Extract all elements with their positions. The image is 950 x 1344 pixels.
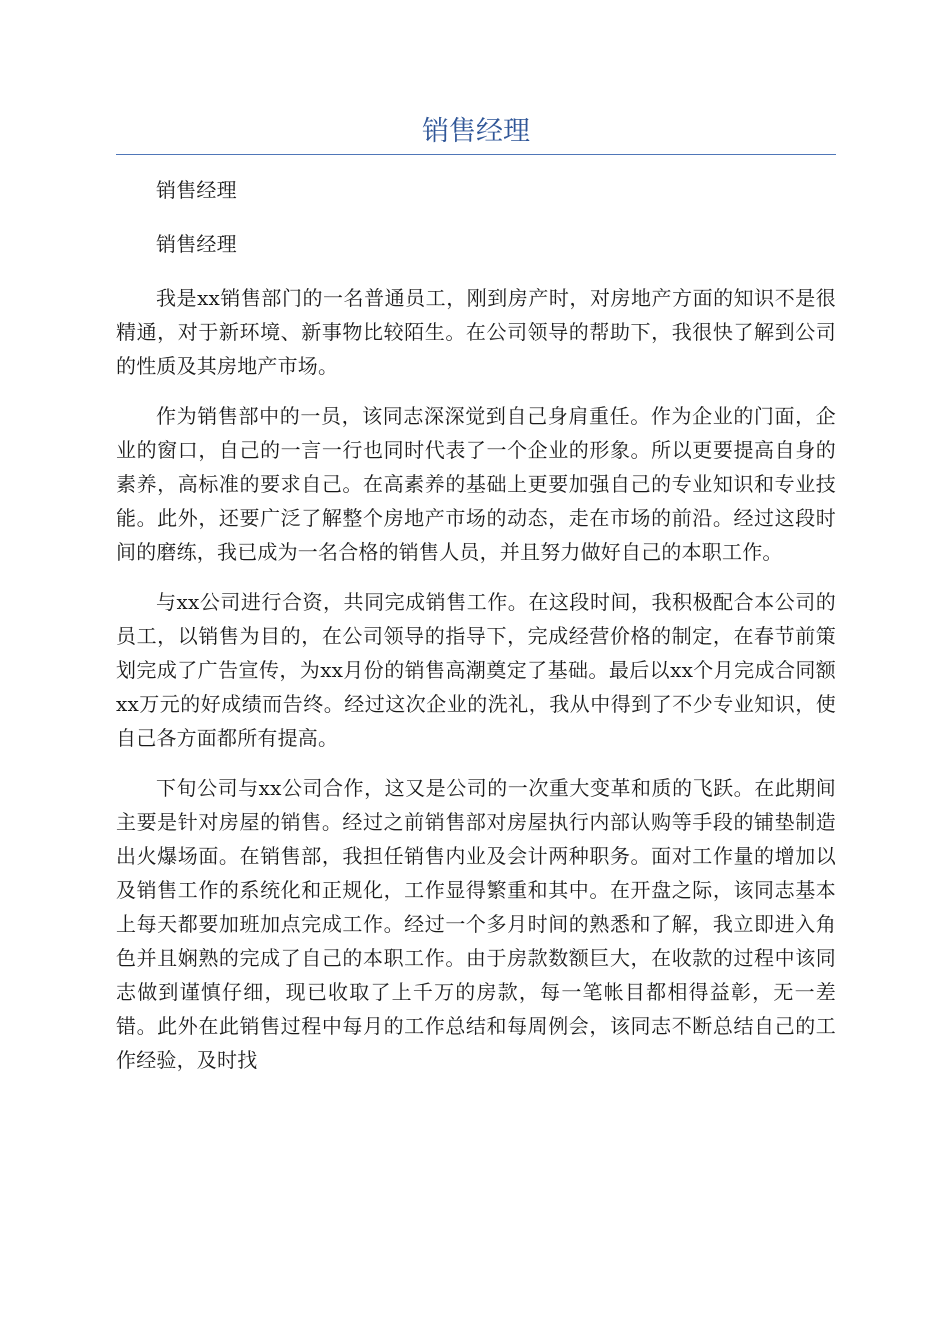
- paragraph-2: 销售经理: [156, 232, 237, 256]
- paragraph-6: 下旬公司与xx公司合作，这又是公司的一次重大变革和质的飞跃。在此期间主要是针对房屋的销售。经过之前销售部对房屋执行内部认购等手段的铺垫制造出火爆场面。在销售部，我担任销售内业及会计两种职务。面对工作量的增加以及销售工作的系统化和正规化，工作显得繁重和其中。在开盘之际，该同志基本上每天都要加班加点完成工作。经过一个多月时间的熟悉和了解，我立即进入角色并且娴熟的完成了自己的本职工作。由于房款数额巨大，在收款的过程中该同志做到谨慎仔细，现已收取了上千万的房款，每一笔帐目都相得益彰，无一差错。此外在此销售过程中每月的工作总结和每周例会，该同志不断总结自己的工作经验，及时找: [116, 776, 836, 1072]
- paragraph-4: 作为销售部中的一员，该同志深深觉到自己身肩重任。作为企业的门面，企业的窗口，自己的一言一行也同时代表了一个企业的形象。所以更要提高自身的素养，高标准的要求自己。在高素养的基础上更要加强自己的专业知识和专业技能。此外，还要广泛了解整个房地产市场的动态，走在市场的前沿。经过这段时间的磨练，我已成为一名合格的销售人员，并且努力做好自己的本职工作。: [116, 404, 836, 564]
- paragraph-1: 销售经理: [156, 178, 237, 202]
- document-page: [116, 112, 836, 1093]
- paragraph-3: 我是xx销售部门的一名普通员工，刚到房产时，对房地产方面的知识不是很精通，对于新环境、新事物比较陌生。在公司领导的帮助下，我很快了解到公司的性质及其房地产市场。: [116, 286, 836, 378]
- title-underline: [116, 154, 836, 155]
- paragraph-5: 与xx公司进行合资，共同完成销售工作。在这段时间，我积极配合本公司的员工，以销售为目的，在公司领导的指导下，完成经营价格的制定，在春节前策划完成了广告宣传，为xx月份的销售高潮奠定了基础。最后以xx个月完成合同额xx万元的好成绩而告终。经过这次企业的洗礼，我从中得到了不少专业知识，使自己各方面都所有提高。: [116, 590, 836, 750]
- document-title: 销售经理: [422, 116, 530, 147]
